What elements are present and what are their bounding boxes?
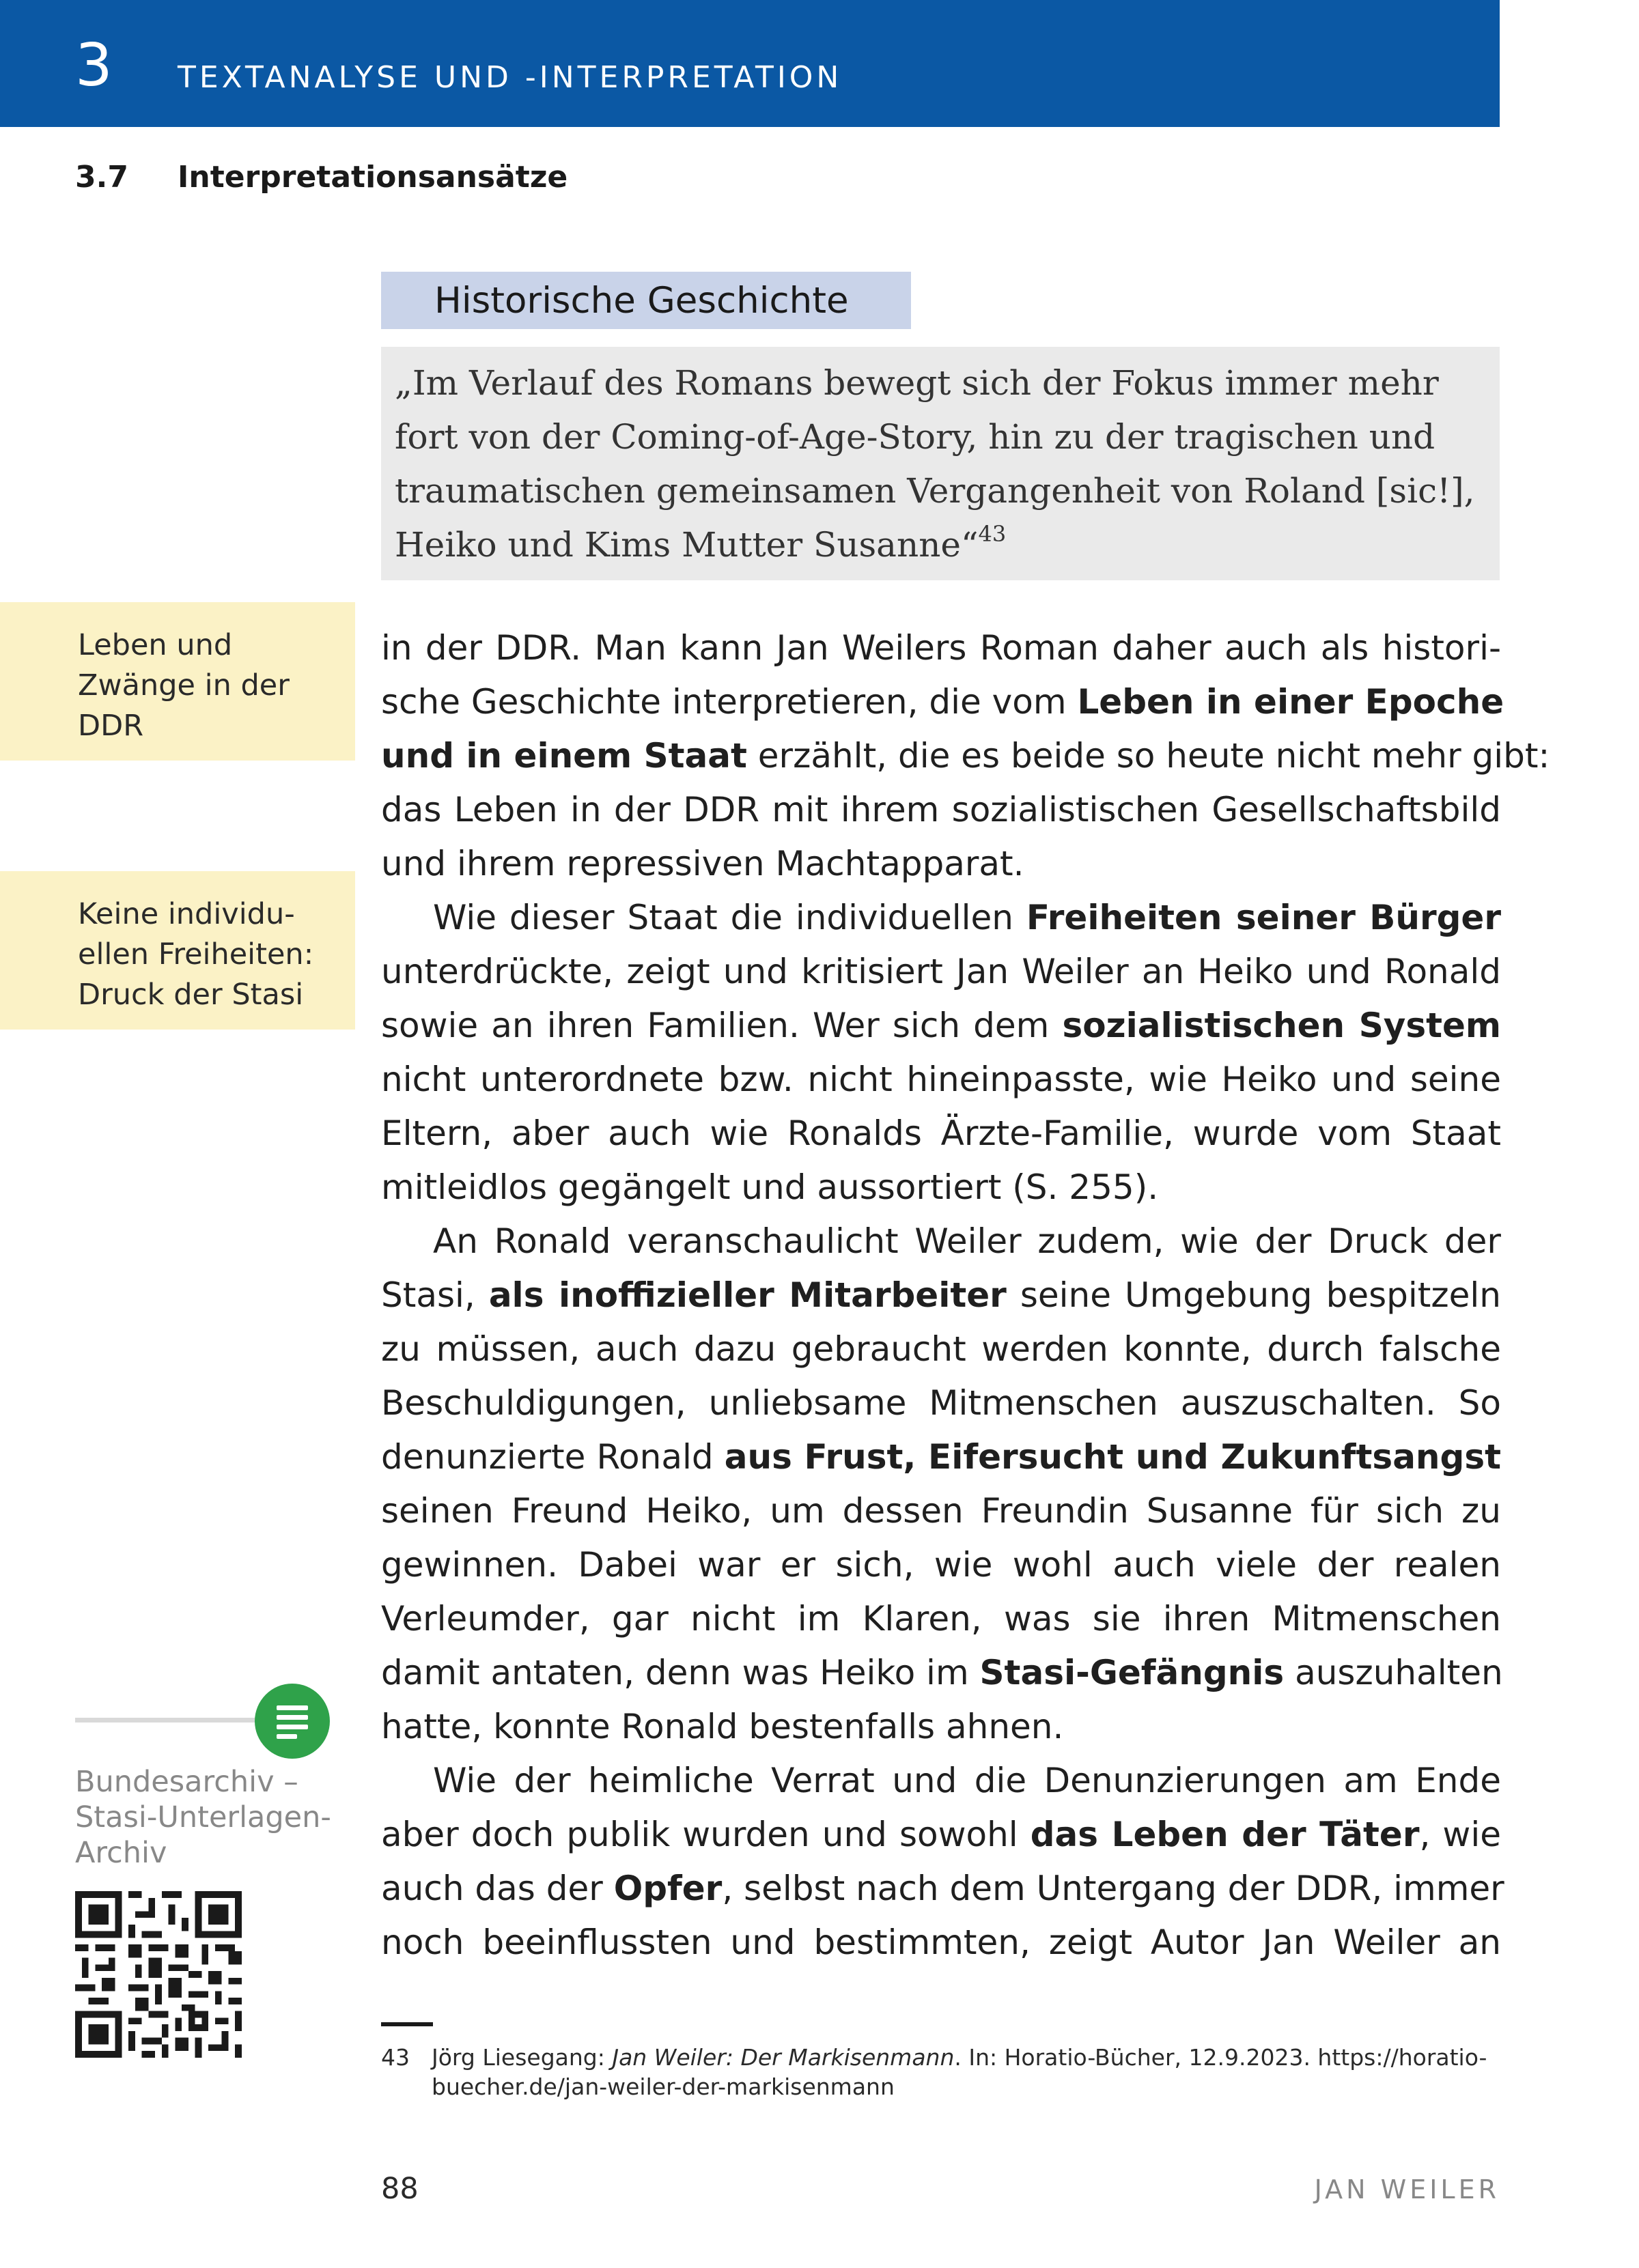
margin-note-freiheiten xyxy=(0,871,355,1030)
margin-note-line: Druck der Stasi xyxy=(78,978,304,1012)
margin-note-line: ellen Freiheiten: xyxy=(78,937,314,972)
body-line: Beschuldigungen, unliebsame Mitmenschen auszuschalten. So xyxy=(381,1383,1501,1423)
box-heading-text: Historische Geschichte xyxy=(434,280,849,322)
quote-line: traumatischen gemeinsamen Vergangenheit von Roland [sic!], xyxy=(395,471,1475,511)
body-line: in der DDR. Man kann Jan Weilers Roman daher auch als histori- xyxy=(381,628,1501,668)
margin-note-line: Zwänge in der xyxy=(78,668,290,703)
quote-box xyxy=(381,347,1500,580)
body-line: An Ronald veranschaulicht Weiler zudem, wie der Druck der xyxy=(433,1221,1501,1261)
quote-text xyxy=(395,356,1501,572)
body-line: Verleumder, gar nicht im Klaren, was sie ihren Mitmenschen xyxy=(381,1599,1501,1639)
footnote-number: 43 xyxy=(381,2044,410,2071)
section-number: 3.7 xyxy=(75,160,128,195)
body-line: Wie dieser Staat die individuellen Freiheiten seiner Bürger xyxy=(433,898,1501,937)
footnote-work-title: Jan Weiler: Der Markisenmann xyxy=(612,2044,955,2071)
quote-line: „Im Verlauf des Romans bewegt sich der Fokus immer mehr xyxy=(395,363,1439,403)
footnote-reference[interactable]: 43 xyxy=(978,521,1007,547)
chapter-number: 3 xyxy=(75,31,113,100)
chapter-title: TEXTANALYSE UND -INTERPRETATION xyxy=(178,60,843,95)
body-text xyxy=(381,621,1550,1970)
link-divider xyxy=(75,1718,280,1723)
margin-note-line: DDR xyxy=(78,709,144,743)
margin-note-line: Keine individu- xyxy=(78,897,295,931)
body-line: auch das der Opfer, selbst nach dem Untergang der DDR, immer xyxy=(381,1869,1504,1908)
body-line: und in einem Staat erzählt, die es beide so heute nicht mehr gibt: xyxy=(381,736,1550,776)
body-line: sowie an ihren Familien. Wer sich dem sozialistischen System xyxy=(381,1006,1502,1045)
running-footer: JAN WEILER xyxy=(1314,2174,1500,2205)
qr-code[interactable] xyxy=(75,1891,242,2058)
section-title: Interpretationsansätze xyxy=(178,160,568,195)
quote-line: fort von der Coming-of-Age-Story, hin zu der tragischen und xyxy=(395,417,1435,457)
box-heading xyxy=(381,272,911,329)
margin-note-line: Leben und xyxy=(78,628,233,662)
margin-note-ddr xyxy=(0,602,355,761)
archive-label-line: Bundesarchiv – xyxy=(75,1765,298,1799)
body-line: noch beeinflussten und bestimmten, zeigt Autor Jan Weiler an xyxy=(381,1923,1501,1962)
quote-line: Heiko und Kims Mutter Susanne“$^{43}$ xyxy=(395,521,1007,565)
archive-link-label[interactable] xyxy=(75,1764,331,1871)
body-line: damit antaten, denn was Heiko im Stasi-Gefängnis auszuhalten xyxy=(381,1653,1503,1692)
body-line: unterdrückte, zeigt und kritisiert Jan Weiler an Heiko und Ronald xyxy=(381,952,1501,991)
archive-label-line: Stasi-Unterlagen- xyxy=(75,1800,331,1834)
body-line: gewinnen. Dabei war er sich, wie wohl auch viele der realen xyxy=(381,1545,1501,1585)
archive-label-line: Archiv xyxy=(75,1836,167,1870)
body-line: nicht unterordnete bzw. nicht hineinpasste, wie Heiko und seine xyxy=(381,1060,1501,1099)
body-line: Stasi, als inoffizieller Mitarbeiter seine Umgebung bespitzeln xyxy=(381,1275,1501,1315)
body-line: seinen Freund Heiko, um dessen Freundin Susanne für sich zu xyxy=(381,1491,1501,1531)
chapter-header-bar xyxy=(0,0,1500,127)
body-line: sche Geschichte interpretieren, die vom Leben in einer Epoche xyxy=(381,682,1504,722)
body-line: aber doch publik wurden und sowohl das Leben der Täter, wie xyxy=(381,1815,1501,1854)
list-lines-icon[interactable] xyxy=(255,1684,330,1759)
footnote-body: Jörg Liesegang: Jan Weiler: Der Markisenmann. In: Horatio-Bücher, 12.9.2023. https://horatio- buecher.de/jan-weiler-der-markisenmann xyxy=(432,2043,1501,2101)
footnote-rule xyxy=(381,2022,433,2026)
page-number: 88 xyxy=(381,2172,419,2206)
body-line: mitleidlos gegängelt und aussortiert (S. 255). xyxy=(381,1167,1159,1207)
footnote-url-line[interactable]: buecher.de/jan-weiler-der-markisenmann xyxy=(432,2073,895,2100)
body-line: denunzierte Ronald aus Frust, Eifersucht und Zukunftsangst xyxy=(381,1437,1501,1477)
body-line: Eltern, aber auch wie Ronalds Ärzte-Familie, wurde vom Staat xyxy=(381,1114,1501,1153)
body-line: hatte, konnte Ronald bestenfalls ahnen. xyxy=(381,1707,1064,1746)
body-line: das Leben in der DDR mit ihrem sozialistischen Gesellschaftsbild xyxy=(381,790,1501,830)
body-line: Wie der heimliche Verrat und die Denunzierungen am Ende xyxy=(433,1761,1501,1800)
body-line: zu müssen, auch dazu gebraucht werden konnte, durch falsche xyxy=(381,1329,1501,1369)
body-line: und ihrem repressiven Machtapparat. xyxy=(381,844,1024,883)
